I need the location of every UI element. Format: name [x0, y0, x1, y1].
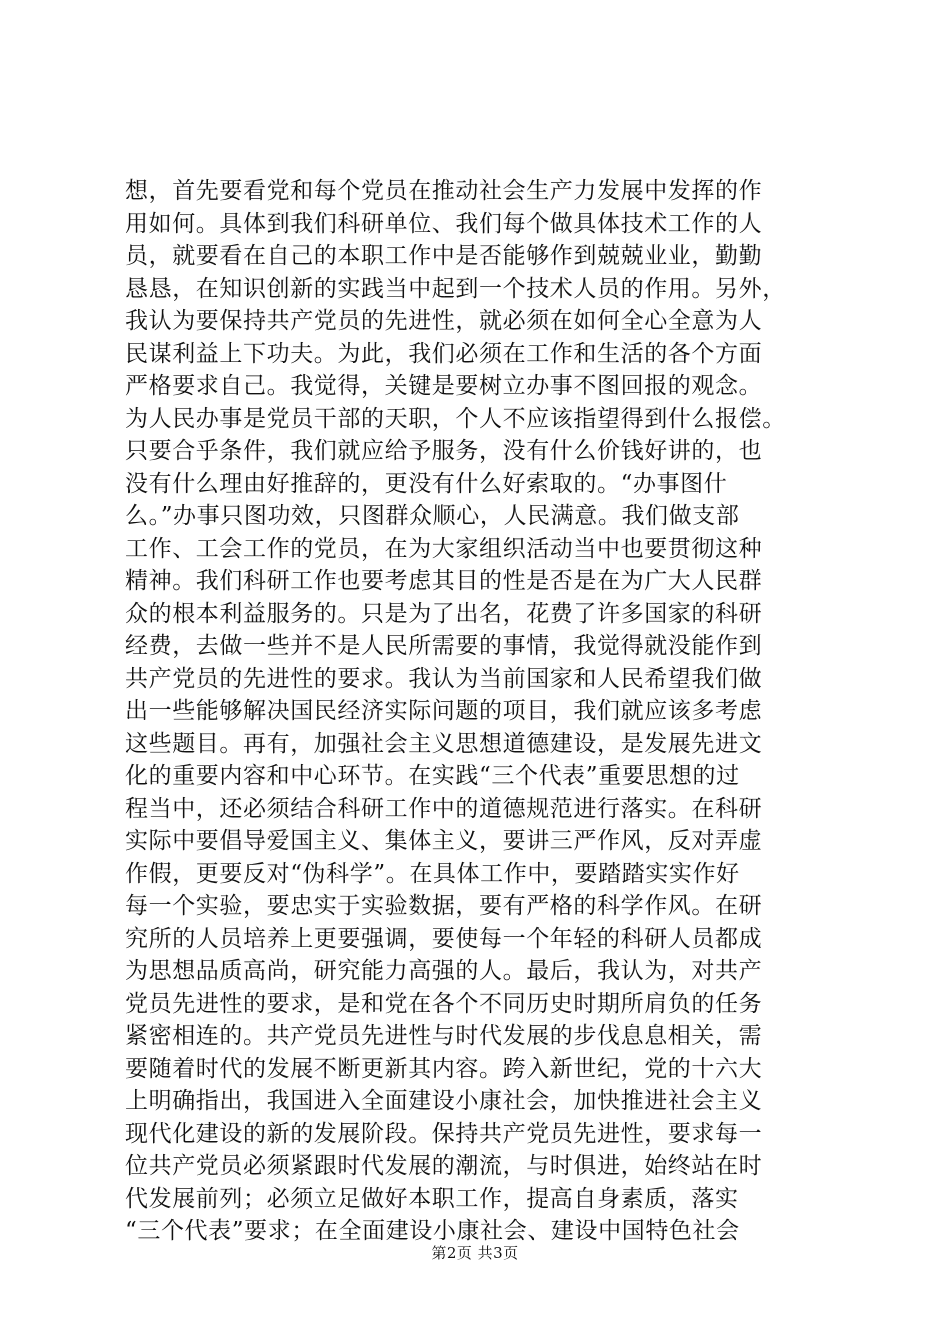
text-line: 用如何。具体到我们科研单位、我们每个做具体技术工作的人: [125, 210, 763, 237]
text-line: 究所的人员培养上更要强调，要使每一个年轻的科研人员都成: [125, 925, 763, 952]
text-line: 只要合乎条件，我们就应给予服务，没有什么价钱好讲的，也: [125, 438, 763, 464]
text-line: 经费，去做一些并不是人民所需要的事情，我觉得就没能作到: [125, 633, 763, 659]
text-line: 众的根本利益服务的。只是为了出名，花费了许多国家的科研: [125, 600, 763, 627]
text-line: 要随着时代的发展不断更新其内容。跨入新世纪，党的十六大: [125, 1055, 763, 1082]
page-footer: 第2页 共3页: [431, 1244, 519, 1262]
text-line: 紧密相连的。共产党员先进性与时代发展的步伐息息相关，需: [125, 1023, 763, 1049]
text-line: 想，首先要看党和每个党员在推动社会生产力发展中发挥的作: [125, 178, 763, 204]
text-line: 上明确指出，我国进入全面建设小康社会，加快推进社会主义: [125, 1088, 763, 1114]
text-line: 作假，更要反对“伪科学”。在具体工作中，要踏踏实实作好: [125, 860, 740, 887]
text-line: 每一个实验，要忠实于实验数据，要有严格的科学作风。在研: [125, 893, 763, 919]
text-line: 现代化建设的新的发展阶段。保持共产党员先进性，要求每一: [125, 1120, 763, 1147]
text-line: 出一些能够解决国民经济实际问题的项目，我们就应该多考虑: [125, 698, 763, 724]
text-line: 党员先进性的要求，是和党在各个不同历史时期所肩负的任务: [125, 990, 763, 1017]
text-line: 没有什么理由好推辞的，更没有什么好索取的。“办事图什: [125, 470, 728, 497]
text-line: 精神。我们科研工作也要考虑其目的性是否是在为广大人民群: [125, 568, 763, 594]
text-line: 严格要求自己。我觉得，关键是要树立办事不图回报的观念。: [125, 373, 763, 399]
text-line: 为人民办事是党员干部的天职，个人不应该指望得到什么报偿。: [125, 405, 786, 432]
text-line: 化的重要内容和中心环节。在实践“三个代表”重要思想的过: [125, 763, 740, 789]
text-line: 员，就要看在自己的本职工作中是否能够作到兢兢业业，勤勤: [125, 243, 763, 269]
text-line: 程当中，还必须结合科研工作中的道德规范进行落实。在科研: [125, 795, 763, 822]
text-line: 这些题目。再有，加强社会主义思想道德建设，是发展先进文: [125, 730, 763, 757]
text-line: 工作、工会工作的党员，在为大家组织活动当中也要贯彻这种: [125, 535, 763, 562]
text-line: 位共产党员必须紧跟时代发展的潮流，与时俱进，始终站在时: [125, 1153, 763, 1179]
text-line: 为思想品质高尚，研究能力高强的人。最后，我认为，对共产: [125, 958, 763, 984]
text-line: 代发展前列；必须立足做好本职工作，提高自身素质，落实: [125, 1185, 739, 1212]
text-line: 我认为要保持共产党员的先进性，就必须在如何全心全意为人: [125, 308, 763, 334]
text-line: 共产党员的先进性的要求。我认为当前国家和人民希望我们做: [125, 665, 763, 692]
text-line: 民谋利益上下功夫。为此，我们必须在工作和生活的各个方面: [125, 340, 763, 367]
body-text: [125, 175, 835, 1248]
text-line: 实际中要倡导爱国主义、集体主义，要讲三严作风，反对弄虚: [125, 828, 763, 854]
text-line: “三个代表”要求；在全面建设小康社会、建设中国特色社会: [125, 1218, 740, 1244]
text-line: 么。”办事只图功效，只图群众顺心，人民满意。我们做支部: [125, 503, 740, 529]
text-line: 恳恳，在知识创新的实践当中起到一个技术人员的作用。另外，: [125, 275, 786, 302]
